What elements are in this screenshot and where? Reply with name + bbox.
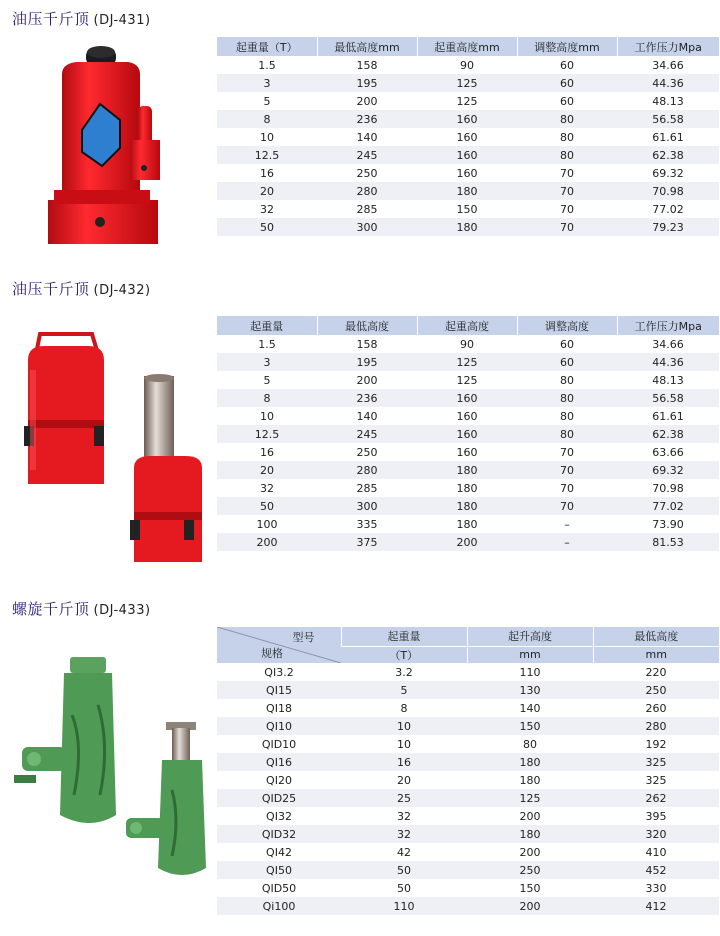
table-row [217, 146, 719, 164]
table-cell: 192 [593, 735, 719, 753]
table-cell: 200 [467, 807, 593, 825]
table-cell: 160 [417, 425, 517, 443]
table-cell: QID32 [217, 825, 341, 843]
table-cell: 70 [517, 479, 617, 497]
table-row [217, 74, 719, 92]
table-cell: 62.38 [617, 146, 719, 164]
table-row [217, 861, 719, 879]
table-cell: 300 [317, 497, 417, 515]
table-cell: 60 [517, 353, 617, 371]
table-cell: 150 [467, 717, 593, 735]
table-row [217, 389, 719, 407]
table-cell: 300 [317, 218, 417, 236]
table-cell: 50 [341, 861, 467, 879]
table-cell: 60 [517, 335, 617, 353]
table-cell: 90 [417, 56, 517, 74]
table-cell: 125 [417, 92, 517, 110]
table-cell: 125 [417, 353, 517, 371]
col-header: 调整高度mm [517, 37, 617, 56]
table-row [217, 825, 719, 843]
table-cell: 160 [417, 146, 517, 164]
table-row [217, 110, 719, 128]
table-cell: 12.5 [217, 425, 317, 443]
table-cell: 48.13 [617, 92, 719, 110]
table-cell: 80 [517, 371, 617, 389]
table-row [217, 443, 719, 461]
table-cell: 32 [341, 807, 467, 825]
col-unit: mm [467, 646, 593, 663]
table-cell: QI16 [217, 753, 341, 771]
table-cell: 285 [317, 200, 417, 218]
table-cell: 150 [467, 879, 593, 897]
col-header: 最低高度 [593, 627, 719, 646]
table-header-row [217, 627, 719, 646]
screw-jack-right-image [122, 720, 212, 880]
table-cell: 3.2 [341, 663, 467, 681]
table-cell: 5 [341, 681, 467, 699]
table-cell: 320 [593, 825, 719, 843]
table-cell: 1.5 [217, 56, 317, 74]
table-cell: 34.66 [617, 335, 719, 353]
table-cell: 10 [217, 128, 317, 146]
table-cell: 56.58 [617, 389, 719, 407]
table-cell: 50 [217, 497, 317, 515]
section-title-text: 油压千斤顶 [12, 10, 90, 28]
table-cell: 180 [467, 753, 593, 771]
diag-header-top: 型号 [292, 631, 315, 644]
table-cell: 280 [317, 182, 417, 200]
table-cell: 56.58 [617, 110, 719, 128]
table-cell: 63.66 [617, 443, 719, 461]
table-cell: 80 [517, 407, 617, 425]
table-cell: QI18 [217, 699, 341, 717]
table-row [217, 789, 719, 807]
table-cell: 42 [341, 843, 467, 861]
table-cell: 25 [341, 789, 467, 807]
table-cell: 158 [317, 335, 417, 353]
table-cell: 180 [467, 771, 593, 789]
table-cell: 245 [317, 146, 417, 164]
spec-table-dj431 [217, 37, 719, 236]
table-cell: 410 [593, 843, 719, 861]
table-cell: QI42 [217, 843, 341, 861]
table-cell: 180 [417, 218, 517, 236]
col-unit: mm [593, 646, 719, 663]
table-row [217, 753, 719, 771]
col-header: 起升高度 [467, 627, 593, 646]
col-header: 最低高度mm [317, 37, 417, 56]
table-row [217, 515, 719, 533]
table-row [217, 771, 719, 789]
table-cell: QI10 [217, 717, 341, 735]
table-cell: 245 [317, 425, 417, 443]
col-header: 起重量（T） [217, 37, 317, 56]
table-cell: 200 [317, 371, 417, 389]
table-cell: 79.23 [617, 218, 719, 236]
col-header: 起重量 [341, 627, 467, 646]
table-cell: 16 [217, 164, 317, 182]
table-cell: 61.61 [617, 128, 719, 146]
table-cell: 70.98 [617, 182, 719, 200]
table-cell: 34.66 [617, 56, 719, 74]
table-cell: 80 [517, 146, 617, 164]
table-cell: QI15 [217, 681, 341, 699]
table-cell: 77.02 [617, 200, 719, 218]
table-cell: 5 [217, 92, 317, 110]
table-cell: 100 [217, 515, 317, 533]
table-cell: 412 [593, 897, 719, 915]
table-row [217, 218, 719, 236]
table-cell: 48.13 [617, 371, 719, 389]
table-row [217, 164, 719, 182]
col-header: 调整高度 [517, 316, 617, 335]
table-cell: 335 [317, 515, 417, 533]
table-cell: 180 [467, 825, 593, 843]
model-code: (DJ-431) [93, 13, 151, 28]
table-cell: 3 [217, 353, 317, 371]
spec-table-dj432 [217, 316, 719, 551]
table-cell: 32 [341, 825, 467, 843]
table-cell: 70 [517, 164, 617, 182]
table-cell: – [517, 533, 617, 551]
table-cell: 180 [417, 497, 517, 515]
model-code: (DJ-432) [93, 283, 151, 298]
bottle-jack-dj432-left-image [20, 330, 120, 490]
table-row [217, 182, 719, 200]
table-row [217, 807, 719, 825]
table-cell: 280 [317, 461, 417, 479]
table-cell: 200 [467, 843, 593, 861]
table-row [217, 371, 719, 389]
table-row [217, 497, 719, 515]
table-cell: 80 [517, 425, 617, 443]
table-cell: 69.32 [617, 164, 719, 182]
table-cell: 195 [317, 74, 417, 92]
table-cell: 5 [217, 371, 317, 389]
table-row [217, 128, 719, 146]
table-cell: 140 [467, 699, 593, 717]
section-title-dj433 [12, 598, 151, 619]
table-header-row [217, 37, 719, 56]
table-cell: 110 [341, 897, 467, 915]
col-header: 起重量 [217, 316, 317, 335]
table-cell: 325 [593, 753, 719, 771]
table-cell: 200 [417, 533, 517, 551]
table-cell: 180 [417, 515, 517, 533]
screw-jack-left-image [14, 655, 124, 835]
table-row [217, 92, 719, 110]
section-title-text: 螺旋千斤顶 [12, 600, 90, 618]
table-cell: 250 [593, 681, 719, 699]
section-title-text: 油压千斤顶 [12, 280, 90, 298]
table-row [217, 461, 719, 479]
section-title-dj432 [12, 278, 151, 299]
table-row [217, 56, 719, 74]
table-cell: 44.36 [617, 74, 719, 92]
table-cell: 81.53 [617, 533, 719, 551]
table-cell: 195 [317, 353, 417, 371]
table-cell: 160 [417, 110, 517, 128]
table-cell: 80 [517, 110, 617, 128]
table-cell: 44.36 [617, 353, 719, 371]
table-cell: 330 [593, 879, 719, 897]
table-cell: 62.38 [617, 425, 719, 443]
table-cell: 1.5 [217, 335, 317, 353]
table-cell: 80 [517, 128, 617, 146]
table-cell: 250 [317, 164, 417, 182]
table-cell: 16 [341, 753, 467, 771]
table-cell: 158 [317, 56, 417, 74]
table-cell: 70 [517, 182, 617, 200]
col-header: 工作压力Mpa [617, 37, 719, 56]
table-cell: QID25 [217, 789, 341, 807]
table-cell: QI32 [217, 807, 341, 825]
table-row [217, 200, 719, 218]
diag-header-bottom: 规格 [261, 647, 283, 660]
table-cell: 3 [217, 74, 317, 92]
table-cell: 50 [341, 879, 467, 897]
table-header-row [217, 316, 719, 335]
table-cell: 200 [217, 533, 317, 551]
table-cell: 260 [593, 699, 719, 717]
table-cell: 140 [317, 128, 417, 146]
table-cell: 125 [417, 371, 517, 389]
diagonal-header-cell [217, 627, 341, 663]
table-cell: 200 [317, 92, 417, 110]
table-cell: 180 [417, 461, 517, 479]
table-row [217, 681, 719, 699]
table-cell: 160 [417, 164, 517, 182]
table-cell: 180 [417, 479, 517, 497]
table-cell: 236 [317, 389, 417, 407]
table-row [217, 353, 719, 371]
table-cell: 160 [417, 389, 517, 407]
table-cell: 73.90 [617, 515, 719, 533]
table-cell: 200 [467, 897, 593, 915]
table-cell: 10 [341, 735, 467, 753]
table-cell: 50 [217, 218, 317, 236]
table-cell: 77.02 [617, 497, 719, 515]
table-row [217, 879, 719, 897]
model-code: (DJ-433) [93, 603, 151, 618]
table-cell: 325 [593, 771, 719, 789]
table-cell: 130 [467, 681, 593, 699]
table-cell: QID50 [217, 879, 341, 897]
table-cell: 16 [217, 443, 317, 461]
table-row [217, 735, 719, 753]
table-cell: 12.5 [217, 146, 317, 164]
table-cell: – [517, 515, 617, 533]
table-row [217, 425, 719, 443]
table-row [217, 407, 719, 425]
table-cell: QID10 [217, 735, 341, 753]
section-title-dj431 [12, 8, 151, 29]
table-cell: 70 [517, 443, 617, 461]
table-cell: 160 [417, 443, 517, 461]
table-cell: QI20 [217, 771, 341, 789]
table-cell: 160 [417, 128, 517, 146]
table-cell: 236 [317, 110, 417, 128]
table-row [217, 479, 719, 497]
table-cell: 140 [317, 407, 417, 425]
table-row [217, 663, 719, 681]
table-row [217, 533, 719, 551]
table-cell: 125 [417, 74, 517, 92]
table-cell: 90 [417, 335, 517, 353]
table-cell: 20 [217, 182, 317, 200]
table-cell: 60 [517, 56, 617, 74]
table-cell: 452 [593, 861, 719, 879]
table-cell: 8 [217, 110, 317, 128]
table-cell: 60 [517, 92, 617, 110]
table-cell: 8 [341, 699, 467, 717]
table-cell: 150 [417, 200, 517, 218]
table-cell: 80 [467, 735, 593, 753]
table-row [217, 699, 719, 717]
table-cell: 160 [417, 407, 517, 425]
table-cell: 60 [517, 74, 617, 92]
table-cell: 70 [517, 218, 617, 236]
spec-table-dj433 [217, 627, 719, 915]
col-header: 起重高度mm [417, 37, 517, 56]
table-cell: 32 [217, 479, 317, 497]
table-cell: 70 [517, 200, 617, 218]
table-cell: 70 [517, 497, 617, 515]
col-header: 工作压力Mpa [617, 316, 719, 335]
table-cell: 10 [217, 407, 317, 425]
table-cell: 32 [217, 200, 317, 218]
table-cell: 110 [467, 663, 593, 681]
table-cell: 80 [517, 389, 617, 407]
table-cell: 280 [593, 717, 719, 735]
table-cell: 20 [341, 771, 467, 789]
table-row [217, 843, 719, 861]
table-cell: 285 [317, 479, 417, 497]
table-cell: 262 [593, 789, 719, 807]
bottle-jack-dj432-right-image [128, 372, 218, 572]
table-cell: 125 [467, 789, 593, 807]
bottle-jack-dj431-image [40, 40, 165, 250]
table-row [217, 335, 719, 353]
table-cell: 61.61 [617, 407, 719, 425]
table-cell: 250 [317, 443, 417, 461]
table-cell: 250 [467, 861, 593, 879]
table-row [217, 897, 719, 915]
col-header: 起重高度 [417, 316, 517, 335]
table-cell: 70 [517, 461, 617, 479]
table-cell: Qi100 [217, 897, 341, 915]
table-cell: 20 [217, 461, 317, 479]
table-cell: QI3.2 [217, 663, 341, 681]
table-cell: 220 [593, 663, 719, 681]
col-unit: （T） [341, 646, 467, 663]
table-cell: 180 [417, 182, 517, 200]
table-cell: 395 [593, 807, 719, 825]
table-cell: 375 [317, 533, 417, 551]
table-row [217, 717, 719, 735]
table-cell: 10 [341, 717, 467, 735]
table-cell: QI50 [217, 861, 341, 879]
col-header: 最低高度 [317, 316, 417, 335]
table-cell: 69.32 [617, 461, 719, 479]
table-cell: 70.98 [617, 479, 719, 497]
table-cell: 8 [217, 389, 317, 407]
